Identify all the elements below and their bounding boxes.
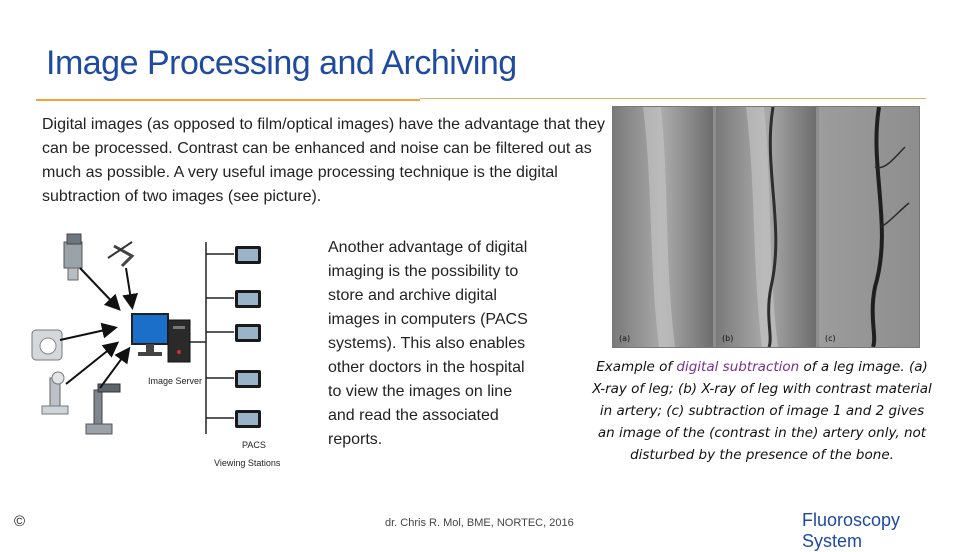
archive-paragraph: Another advantage of digital imaging is the possibility to store and archive digital images in computers (PACS systems). This also enables other doctors in the hospital to view the images on line and read the associated reports. <box>328 239 528 448</box>
xray-panel-a-label: (a) <box>619 334 631 343</box>
image-server-label: Image Server <box>148 376 203 386</box>
viewing-station-icon <box>206 246 261 264</box>
microscope-device-icon <box>86 384 120 434</box>
pacs-label: PACS <box>242 440 266 450</box>
xray-caption <box>592 356 932 466</box>
caption-highlight: digital subtraction <box>676 359 800 375</box>
copyright-symbol: © <box>14 513 26 530</box>
caption-prefix: Example of <box>596 359 677 375</box>
c-arm-device-icon <box>108 242 132 266</box>
pacs-diagram <box>28 228 318 478</box>
viewing-station-icon <box>206 324 261 342</box>
title-underline-left <box>36 99 420 101</box>
xray-panel-c <box>819 107 919 347</box>
xray-device-icon <box>42 372 68 414</box>
xray-subtraction-image <box>612 106 920 348</box>
ct-scanner-icon <box>32 330 62 360</box>
title-underline-right <box>420 98 926 99</box>
ultrasound-device-icon <box>64 234 82 280</box>
slide-title: Image Processing and Archiving <box>46 44 517 82</box>
intro-paragraph: Digital images (as opposed to film/optical images) have the advantage that they can be processed. Contrast can be enhanced and noise can be filtered out as much as possible. A very useful image processing technique is the digital subtraction of two images (see picture). <box>42 116 605 205</box>
xray-panel-b-label: (b) <box>722 334 734 343</box>
xray-panel-c-label: (c) <box>825 334 836 343</box>
caption-suffix: of a leg image. (a) X-ray of leg; (b) X-ray of leg with contrast material in artery; (c) subtraction of image 1 and 2 gives an image of the (contrast in the) artery only, not disturbed by the presence of the bone. <box>592 359 932 463</box>
footer-topic: Fluoroscopy System <box>802 510 901 551</box>
viewing-stations-label: Viewing Stations <box>214 458 281 468</box>
viewing-station-icon <box>206 410 261 428</box>
viewing-station-icon <box>206 370 261 388</box>
image-server-icon <box>132 314 190 362</box>
viewing-station-icon <box>206 290 261 308</box>
footer-author: dr. Chris R. Mol, BME, NORTEC, 2016 <box>385 517 574 529</box>
